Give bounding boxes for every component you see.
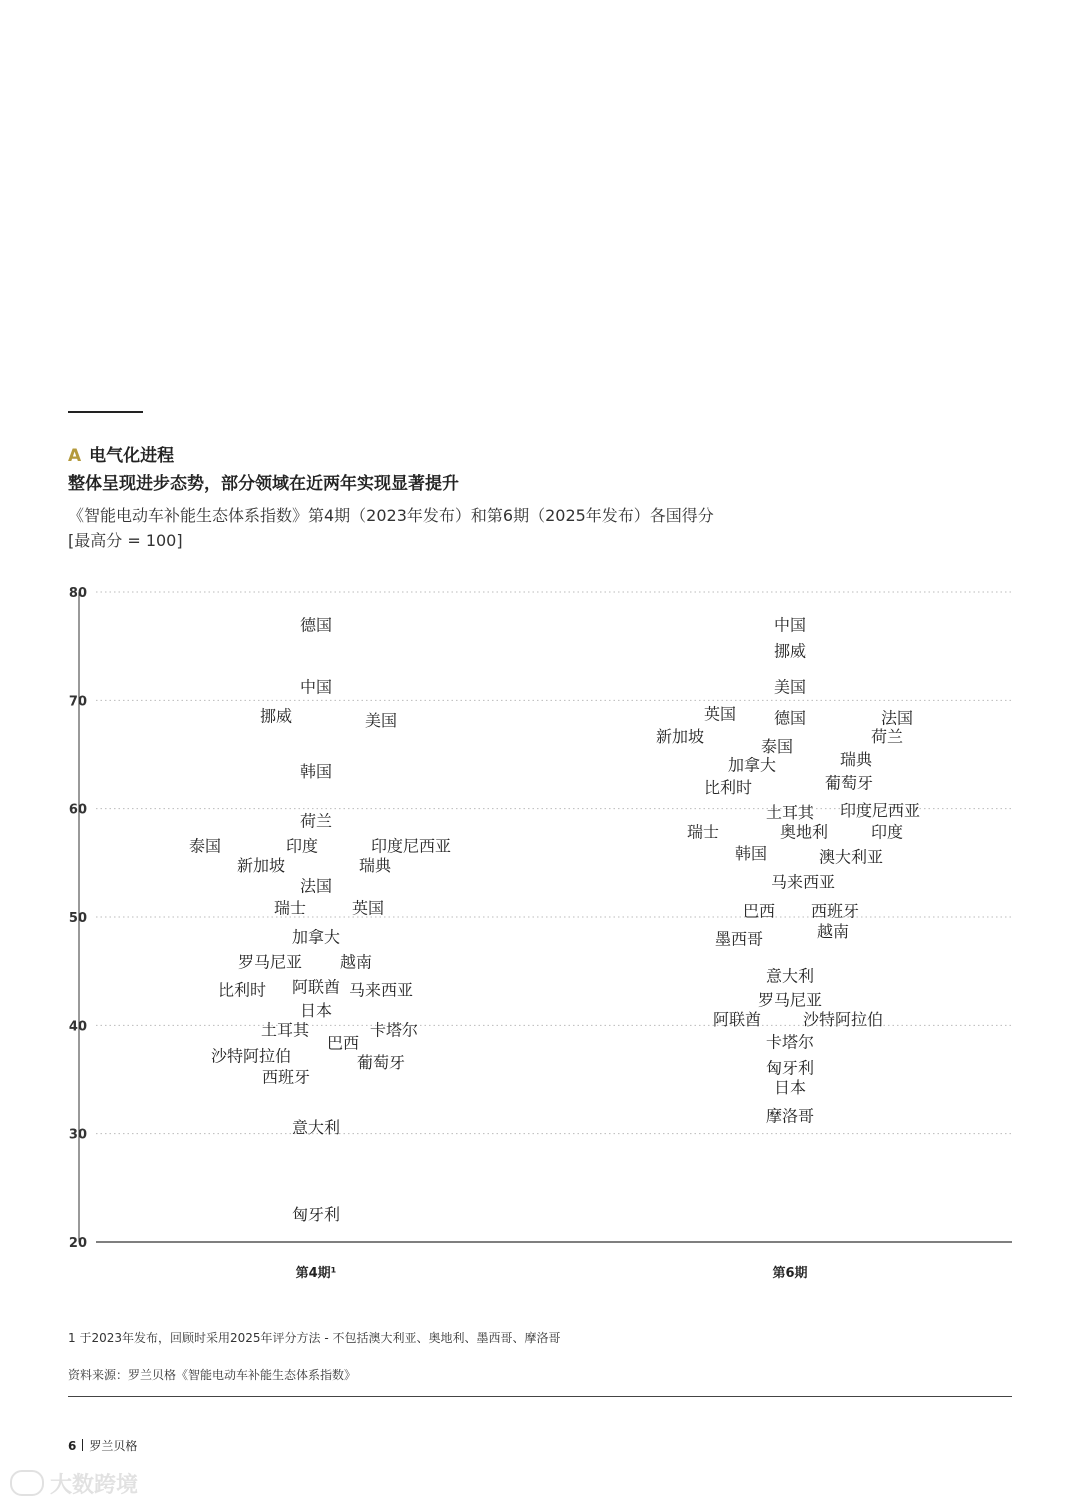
y-tick-label: 20: [68, 1236, 87, 1251]
country-label: 荷兰: [870, 727, 904, 747]
country-label: 罗马尼亚: [757, 990, 823, 1010]
chart-description-line1: 《智能电动车补能生态体系指数》第4期（2023年发布）和第6期（2025年发布）各国得分: [68, 506, 714, 525]
country-label: 卡塔尔: [765, 1032, 815, 1052]
country-label: 加拿大: [727, 755, 777, 775]
x-category-label: 第6期: [772, 1266, 808, 1281]
x-category-label: 第4期¹: [295, 1266, 337, 1281]
country-label: 英国: [351, 898, 385, 918]
source-note: 资料来源：罗兰贝格《智能电动车补能生态体系指数》: [68, 1368, 357, 1382]
country-label: 马来西亚: [770, 872, 836, 892]
page-number: 6: [68, 1439, 77, 1453]
country-label: 越南: [339, 952, 373, 972]
country-label: 美国: [773, 677, 807, 697]
country-label: 新加坡: [655, 727, 705, 747]
y-tick-label: 80: [68, 586, 87, 601]
country-label: 中国: [299, 677, 333, 697]
country-label: 泰国: [188, 836, 222, 856]
country-label: 英国: [703, 704, 737, 724]
watermark-text: 大数跨境: [50, 1473, 139, 1498]
country-label: 加拿大: [291, 927, 341, 947]
country-label: 日本: [773, 1078, 807, 1098]
country-label: 挪威: [773, 641, 807, 661]
section-subtitle: 整体呈现进步态势，部分领域在近两年实现显著提升: [68, 474, 459, 494]
country-label: 韩国: [299, 761, 333, 781]
country-label: 印度尼西亚: [839, 800, 921, 820]
y-tick-label: 30: [68, 1127, 87, 1143]
y-tick-label: 40: [68, 1019, 87, 1035]
watermark: [10, 1468, 138, 1499]
bottom-rule: [68, 1396, 1012, 1397]
country-label: 韩国: [734, 844, 768, 864]
country-label: 罗马尼亚: [237, 952, 303, 972]
country-label: 土耳其: [765, 802, 815, 822]
country-label: 巴西: [742, 901, 776, 921]
y-tick-label: 70: [68, 694, 87, 710]
page-footer: [68, 1437, 137, 1454]
country-label: 匈牙利: [765, 1058, 815, 1078]
y-tick-label: 50: [68, 911, 87, 926]
country-label: 日本: [299, 1001, 333, 1021]
country-label: 沙特阿拉伯: [210, 1046, 292, 1066]
chart-description-line2: [最高分 = 100]: [68, 531, 183, 550]
country-label: 葡萄牙: [356, 1053, 406, 1073]
country-label: 越南: [816, 922, 850, 942]
country-label: 荷兰: [299, 811, 333, 831]
country-label: 法国: [299, 876, 333, 896]
country-label: 比利时: [217, 980, 267, 1000]
y-tick-label: 60: [68, 802, 87, 818]
country-label: 比利时: [703, 778, 753, 797]
country-label: 意大利: [291, 1118, 341, 1138]
country-label: 西班牙: [261, 1067, 311, 1087]
country-label: 挪威: [259, 706, 293, 726]
country-label: 中国: [773, 615, 807, 635]
country-label: 墨西哥: [714, 929, 764, 949]
country-label: 美国: [364, 710, 398, 730]
country-label: 意大利: [765, 966, 815, 986]
country-label: 德国: [299, 615, 333, 635]
country-label: 奥地利: [779, 822, 829, 842]
country-label: 德国: [773, 708, 807, 728]
country-label: 新加坡: [236, 856, 286, 875]
country-label: 印度尼西亚: [370, 836, 452, 856]
country-label: 瑞士: [686, 822, 720, 842]
section-letter: A: [68, 446, 82, 466]
country-label: 泰国: [760, 736, 794, 756]
country-label: 匈牙利: [291, 1204, 341, 1224]
section-title: 电气化进程: [89, 446, 175, 466]
country-label: 巴西: [326, 1033, 360, 1053]
country-label: 澳大利亚: [818, 847, 884, 867]
country-label: 土耳其: [260, 1020, 310, 1040]
country-label: 印度: [870, 822, 904, 842]
country-label: 印度: [285, 836, 319, 856]
footer-brand: 罗兰贝格: [89, 1439, 138, 1453]
country-label: 卡塔尔: [369, 1020, 419, 1040]
country-label: 阿联酋: [712, 1009, 762, 1029]
country-label: 马来西亚: [348, 980, 414, 1000]
country-label: 西班牙: [810, 901, 860, 921]
country-label: 瑞典: [358, 856, 392, 875]
country-label: 葡萄牙: [824, 773, 874, 793]
country-label: 瑞士: [273, 898, 307, 918]
country-label: 沙特阿拉伯: [802, 1009, 884, 1029]
country-label: 瑞典: [839, 749, 873, 769]
country-label: 法国: [880, 708, 914, 728]
footnote: 1 于2023年发布，回顾时采用2025年评分方法 - 不包括澳大利亚、奥地利、墨西哥、摩洛哥: [68, 1331, 561, 1345]
country-label: 摩洛哥: [765, 1106, 815, 1126]
country-label: 阿联酋: [291, 977, 341, 997]
footer-divider: [82, 1439, 83, 1451]
watermark-logo-icon: [10, 1470, 44, 1496]
